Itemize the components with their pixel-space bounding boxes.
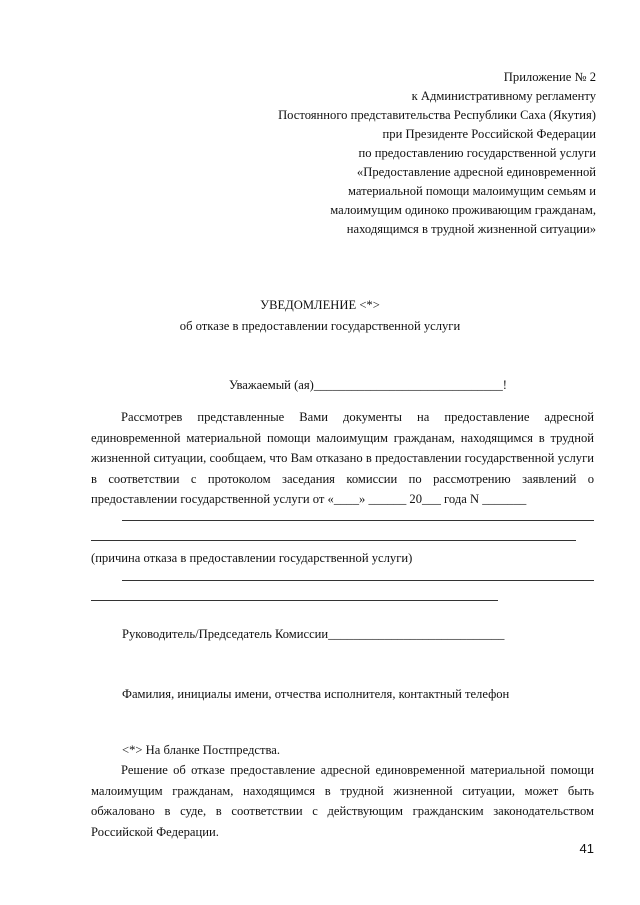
page-number: 41: [579, 841, 594, 856]
annex-line: Приложение № 2: [503, 70, 596, 84]
blank-line: [122, 580, 594, 581]
head-signature-line: Руководитель/Председатель Комиссии____________________________: [122, 627, 505, 641]
footnote-text: Решение об отказе предоставление адресной единовременной материальной помощи малоимущим гражданам, находящимся в трудной жизненной ситуации, может быть обжаловано в суде, в соответствии с действующим гражданским законодательством Российской Федерации.: [91, 763, 594, 839]
footnote-paragraph: [91, 760, 594, 842]
annex-line: «Предоставление адресной единовременной: [356, 165, 596, 179]
annex-line: по предоставлению государственной услуги: [358, 146, 596, 160]
annex-line: находящимся в трудной жизненной ситуации»: [346, 222, 596, 236]
blank-line: [122, 520, 594, 521]
body-paragraph: [91, 407, 594, 510]
footnote-marker: <*> На бланке Постпредства.: [122, 743, 281, 757]
annex-header: [236, 68, 596, 239]
annex-line: Постоянного представительства Республики Саха (Якутия): [278, 108, 596, 122]
body-text: Рассмотрев представленные Вами документы на предоставление адресной единовременной материальной помощи малоимущим гражданам, находящимся в трудной жизненной ситуации, сообщаем, что Вам отказано в предоставлении государственной услуги в соответствии с протоколом заседания комиссии по рассмотрению заявлений о предоставлении государственной услуги от «____» ______ 20___ года N _______: [91, 410, 594, 506]
document-subtitle: об отказе в предоставлении государственной услуги: [179, 319, 461, 333]
blank-line: [91, 540, 576, 541]
annex-line: при Президенте Российской Федерации: [382, 127, 596, 141]
refusal-reason-label: (причина отказа в предоставлении государственной услуги): [91, 551, 413, 565]
annex-line: малоимущим одиноко проживающим гражданам,: [330, 203, 596, 217]
annex-line: материальной помощи малоимущим семьям и: [347, 184, 596, 198]
executor-info-line: Фамилия, инициалы имени, отчества исполнителя, контактный телефон: [122, 687, 510, 701]
document-title: УВЕДОМЛЕНИЕ <*>: [260, 298, 380, 312]
greeting-line: Уважаемый (ая)______________________________!: [229, 378, 507, 392]
annex-line: к Административному регламенту: [411, 89, 596, 103]
blank-line: [91, 600, 498, 601]
